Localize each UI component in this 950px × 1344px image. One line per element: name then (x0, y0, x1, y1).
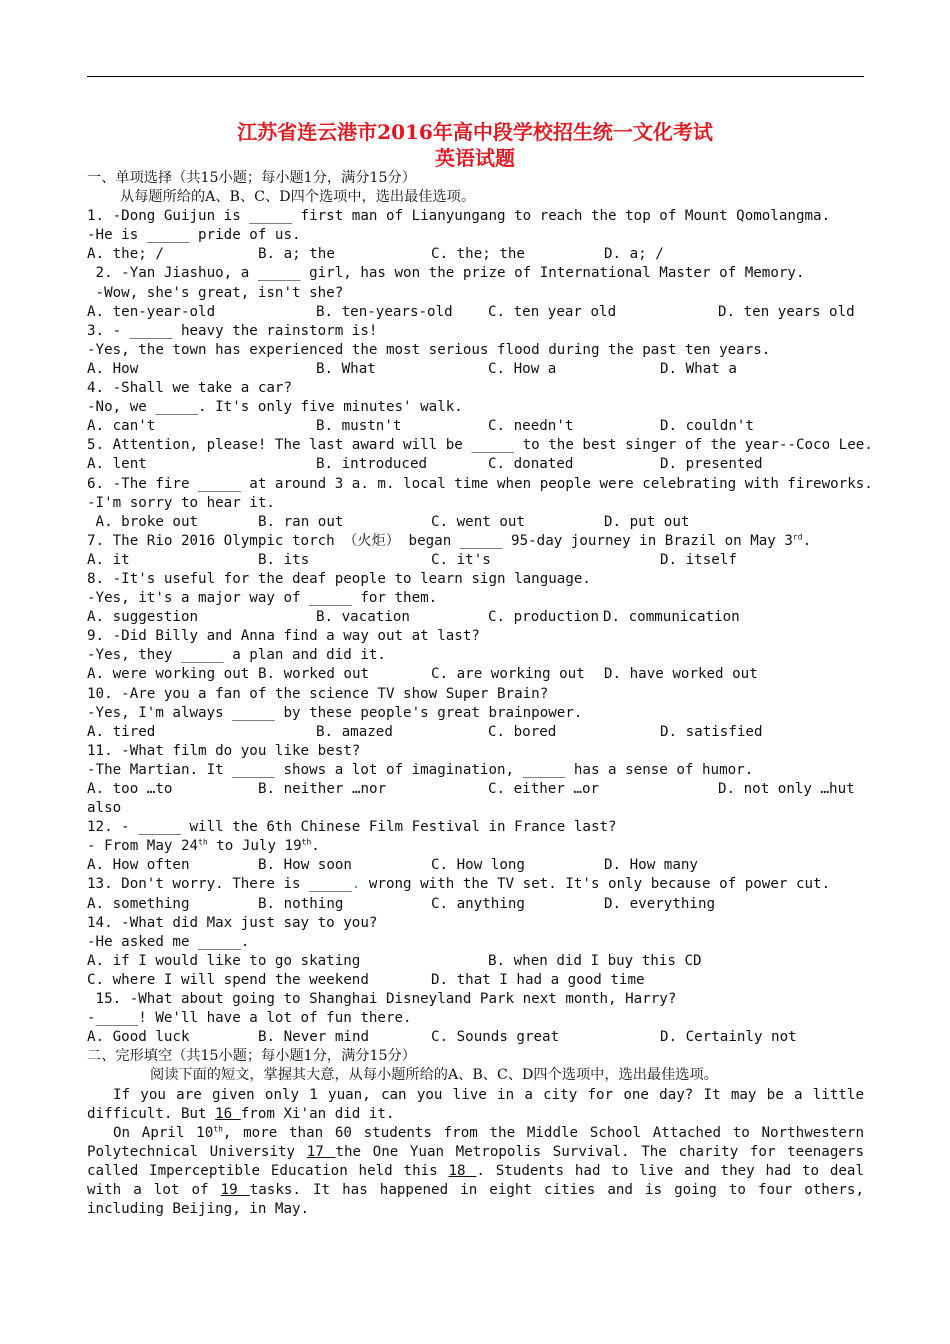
question-7-stem (87, 532, 864, 551)
question-14-stem: 14. -What did Max just say to you? (87, 914, 378, 931)
option-a: A. Good luck (87, 1029, 190, 1046)
question-2-stem-2: -Wow, she's great, isn't she? (87, 284, 344, 301)
option-d: D. couldn't (660, 418, 754, 435)
option-d-continued: also (87, 800, 122, 817)
option-a: A. were working out (87, 666, 250, 683)
section2-instruction: 阅读下面的短文，掌握其大意，从每小题所给的A、B、C、D四个选项中，选出最佳选项。 (150, 1067, 718, 1084)
question-3-stem: 3. - _____ heavy the rainstorm is! (87, 322, 378, 339)
blank-17: 17 (306, 1143, 336, 1160)
question-11-stem: 11. -What film do you like best? (87, 742, 361, 759)
blank-19: 19 (220, 1181, 250, 1198)
option-c: C. where I will spend the weekend (87, 971, 369, 988)
ink-mark: . (351, 876, 361, 893)
option-d: D. that I had a good time (431, 971, 645, 988)
option-c: C. needn't (488, 418, 574, 435)
option-a: A. can't (87, 418, 156, 435)
option-a: A. if I would like to go skating (87, 952, 361, 969)
option-c: C. How long (431, 857, 525, 874)
question-6-stem: 6. -The fire _____ at around 3 a. m. local time when people were celebrating with fireworks. (87, 475, 873, 492)
question-1-stem: 1. -Dong Guijun is _____ first man of Lianyungang to reach the top of Mount Qomolangma. (87, 208, 831, 225)
question-1-options (87, 245, 864, 264)
question-8-stem-2: -Yes, it's a major way of _____ for them. (87, 590, 438, 607)
question-3-stem-2: -Yes, the town has experienced the most serious flood during the past ten years. (87, 341, 771, 358)
option-a: A. lent (87, 456, 147, 473)
option-a: A. How often (87, 857, 190, 874)
option-d: D. satisfied (660, 723, 763, 740)
text-part: On April 10 (113, 1124, 214, 1141)
option-d: D. everything (604, 895, 716, 912)
option-b: B. nothing (258, 895, 344, 912)
text-part: to July 19 (207, 838, 302, 855)
option-c: C. are working out (431, 666, 585, 683)
option-b: B. What (316, 360, 376, 377)
option-a: A. broke out (87, 513, 199, 530)
question-10-stem-2: -Yes, I'm always _____ by these people's great brainpower. (87, 704, 583, 721)
option-a: A. too …to (87, 781, 173, 797)
question-12-options (87, 856, 864, 875)
question-2-options (87, 303, 864, 322)
question-10-options (87, 723, 864, 742)
option-d: D. Certainly not (660, 1029, 797, 1046)
text-part: tasks. It has happened in eight cities and is going to four others, including Beijing, in May. (87, 1181, 864, 1218)
option-a: A. the; / (87, 246, 164, 263)
question-7-end: . (802, 532, 812, 549)
question-8-options (87, 608, 864, 627)
option-a: A. suggestion (87, 609, 199, 626)
exam-subtitle: 英语试题 (435, 146, 515, 170)
option-b: B. a; the (258, 246, 335, 263)
option-a: A. ten-year-old (87, 303, 216, 320)
question-6-stem-2: -I'm sorry to hear it. (87, 494, 275, 511)
option-c: C. production (488, 609, 600, 626)
option-d: D. How many (604, 857, 698, 874)
option-a: A. it (87, 551, 130, 568)
question-13-stem (87, 875, 864, 894)
text-part: from Xi'an did it. (240, 1105, 395, 1122)
question-15-options (87, 1028, 864, 1047)
cloze-paragraph-1 (87, 1086, 864, 1124)
ordinal-suffix: th (198, 837, 208, 847)
ordinal-suffix: th (213, 1123, 223, 1133)
question-3-options (87, 360, 864, 379)
blank-16: 16 (215, 1105, 241, 1122)
option-d: D. ten years old (718, 303, 855, 320)
text-part: the One Yuan Metropolis Survival. The charity for teenagers called Imperceptible Education held this (87, 1143, 864, 1179)
question-5-stem: 5. Attention, please! The last award will be _____ to the best singer of the year--Coco Lee. (87, 437, 873, 454)
question-7-text: 7. The Rio 2016 Olympic torch （火炬） began _____ 95-day journey in Brazil on May 3 (87, 532, 793, 549)
question-4-stem-2: -No, we _____. It's only five minutes' walk. (87, 399, 463, 416)
question-15-stem-2: -_____! We'll have a lot of fun there. (87, 1010, 412, 1027)
blank-18: 18 (448, 1162, 477, 1179)
option-b: B. its (258, 551, 310, 568)
option-a: A. tired (87, 723, 156, 740)
question-4-stem: 4. -Shall we take a car? (87, 380, 292, 397)
option-c: C. the; the (431, 246, 525, 263)
section1-instruction: 从每题所给的A、B、C、D四个选项中，选出最佳选项。 (120, 189, 476, 206)
option-d: D. not only …hut (718, 781, 855, 797)
question-12-stem: 12. - _____ will the 6th Chinese Film Festival in France last? (87, 819, 617, 836)
question-1-stem-2: -He is _____ pride of us. (87, 227, 301, 244)
question-13-options (87, 895, 864, 914)
question-7-options (87, 551, 864, 570)
option-b: B. vacation (316, 609, 410, 626)
option-b: B. introduced (316, 456, 428, 473)
text-part: wrong with the TV set. It's only because of power cut. (360, 876, 831, 893)
option-d: D. have worked out (604, 666, 758, 683)
question-9-stem-2: -Yes, they _____ a plan and did it. (87, 647, 386, 664)
text-part: . Students had to live and they had to deal with a lot of (87, 1162, 864, 1198)
option-d: D. itself (660, 551, 737, 568)
question-5-options (87, 455, 864, 474)
option-c: C. ten year old (488, 303, 617, 320)
option-c: C. either …or (488, 781, 600, 797)
question-11-stem-2: -The Martian. It _____ shows a lot of imagination, _____ has a sense of humor. (87, 761, 754, 778)
section1-heading: 一、单项选择（共15小题；每小题1分，满分15分） (87, 170, 416, 186)
question-9-options (87, 665, 864, 684)
question-15-stem: 15. -What about going to Shanghai Disneyland Park next month, Harry? (87, 991, 677, 1008)
option-b: B. Never mind (258, 1029, 370, 1046)
question-12-stem-2 (87, 837, 864, 856)
option-c: C. went out (431, 513, 525, 530)
option-b: B. amazed (316, 723, 393, 740)
option-b: B. when did I buy this CD (488, 952, 702, 969)
text-part: , more than 60 students from the Middle School Attached to Northwestern Polytechnical University (87, 1124, 864, 1160)
header-rule (87, 76, 864, 77)
question-8-stem: 8. -It's useful for the deaf people to learn sign language. (87, 570, 591, 587)
option-b: B. How soon (258, 857, 352, 874)
question-14-options-ab (87, 952, 864, 971)
option-c: C. anything (431, 895, 525, 912)
option-d: D. communication (603, 609, 740, 626)
exam-title: 江苏省连云港市2016年高中段学校招生统一文化考试 (237, 120, 713, 144)
option-d: D. What a (660, 360, 737, 377)
option-d: D. presented (660, 456, 763, 473)
text-part: 13. Don't worry. There is _____ (87, 876, 352, 893)
exam-body (87, 169, 873, 1219)
option-c: C. it's (431, 551, 491, 568)
option-c: C. Sounds great (431, 1029, 560, 1046)
ordinal-suffix: rd (792, 532, 803, 542)
question-9-stem: 9. -Did Billy and Anna find a way out at last? (87, 628, 480, 645)
option-b: B. ten-years-old (316, 303, 453, 320)
option-b: B. ran out (258, 513, 344, 530)
option-c: C. bored (488, 723, 557, 740)
option-b: B. neither …nor (258, 781, 387, 797)
text-part: . (311, 838, 320, 855)
option-d: D. put out (604, 513, 690, 530)
option-c: C. donated (488, 456, 574, 473)
question-11-options (87, 780, 864, 799)
option-c: C. How a (488, 360, 557, 377)
option-b: B. mustn't (316, 418, 402, 435)
text-part: - From May 24 (87, 838, 199, 855)
option-a: A. something (87, 895, 190, 912)
option-a: A. How (87, 360, 139, 377)
section2-heading: 二、完形填空（共15小题；每小题1分，满分15分） (87, 1048, 416, 1065)
question-6-options (87, 513, 864, 532)
cloze-paragraph-2 (87, 1124, 864, 1219)
text-part: If you are given only 1 yuan, can you live in a city for one day? It may be a little difficult. But (87, 1086, 864, 1122)
option-d: D. a; / (604, 246, 664, 263)
question-14-stem-2: -He asked me _____. (87, 933, 250, 950)
option-b: B. worked out (258, 666, 370, 683)
question-14-options-cd (87, 971, 864, 990)
question-10-stem: 10. -Are you a fan of the science TV show Super Brain? (87, 685, 549, 702)
question-4-options (87, 417, 864, 436)
ordinal-suffix: th (301, 837, 312, 847)
question-2-stem: 2. -Yan Jiashuo, a _____ girl, has won the prize of International Master of Memory. (87, 265, 805, 282)
